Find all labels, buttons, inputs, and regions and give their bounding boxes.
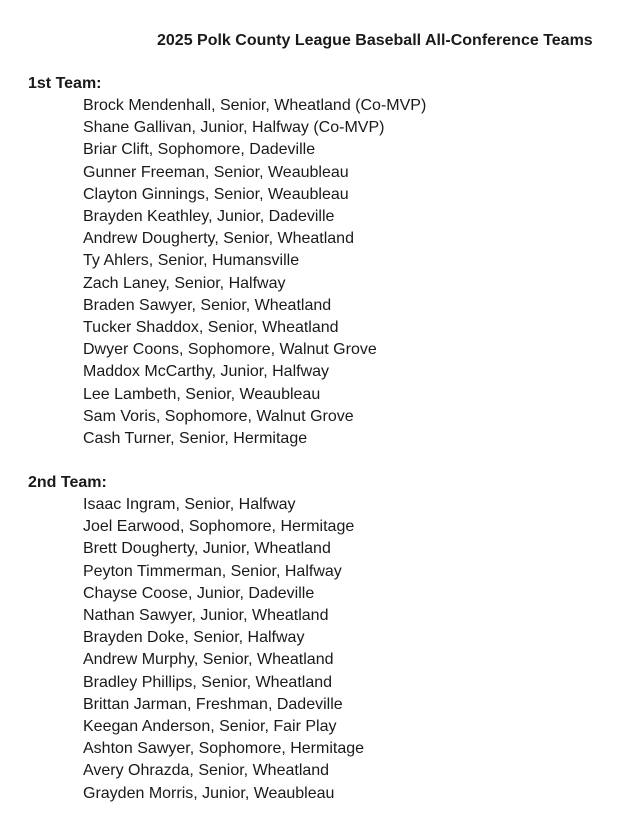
list-item: Brett Dougherty, Junior, Wheatland [83,540,331,558]
list-item: Brayden Doke, Senior, Halfway [83,629,305,647]
list-item: Joel Earwood, Sophomore, Hermitage [83,518,355,536]
second-team-heading: 2nd Team: [28,474,107,491]
list-item: Keegan Anderson, Senior, Fair Play [83,718,337,736]
list-item: Brittan Jarman, Freshman, Dadeville [83,695,343,713]
list-item: Brayden Keathley, Junior, Dadeville [83,208,335,226]
list-item: Shane Gallivan, Junior, Halfway (Co-MVP) [83,119,385,137]
list-item: Brock Mendenhall, Senior, Wheatland (Co-MVP) [83,97,427,114]
list-item: Bradley Phillips, Senior, Wheatland [83,673,333,691]
list-item: Ty Ahlers, Senior, Humansville [83,252,300,270]
first-team-list [28,95,426,450]
list-item: Maddox McCarthy, Junior, Halfway [83,363,330,381]
list-item: Clayton Ginnings, Senior, Weaubleau [83,185,349,203]
list-item: Gunner Freeman, Senior, Weaubleau [83,163,349,181]
list-item: Peyton Timmerman, Senior, Halfway [83,562,342,580]
list-item: Braden Sawyer, Senior, Wheatland [83,296,332,314]
list-item: Chayse Coose, Junior, Dadeville [83,584,315,602]
list-item: Grayden Morris, Junior, Weaubleau [83,784,335,802]
list-item: Lee Lambeth, Senior, Weaubleau [83,385,321,403]
list-item: Dwyer Coons, Sophomore, Walnut Grove [83,341,377,359]
list-item: Zach Laney, Senior, Halfway [83,274,286,292]
list-item: Andrew Dougherty, Senior, Wheatland [83,230,354,248]
list-item: Sam Voris, Sophomore, Walnut Grove [83,407,354,425]
first-team-section [28,73,426,450]
list-item: Isaac Ingram, Senior, Halfway [83,496,296,513]
list-item: Andrew Murphy, Senior, Wheatland [83,651,334,669]
list-item: Nathan Sawyer, Junior, Wheatland [83,607,329,625]
first-team-heading: 1st Team: [28,75,102,92]
list-item: Cash Turner, Senior, Hermitage [83,430,308,448]
second-team-section [28,472,364,805]
list-item: Avery Ohrazda, Senior, Wheatland [83,762,330,780]
list-item: Ashton Sawyer, Sophomore, Hermitage [83,740,365,758]
list-item: Briar Clift, Sophomore, Dadeville [83,141,316,159]
list-item: Tucker Shaddox, Senior, Wheatland [83,319,339,337]
second-team-list [28,494,364,805]
document-title: 2025 Polk County League Baseball All-Conference Teams [157,32,593,49]
